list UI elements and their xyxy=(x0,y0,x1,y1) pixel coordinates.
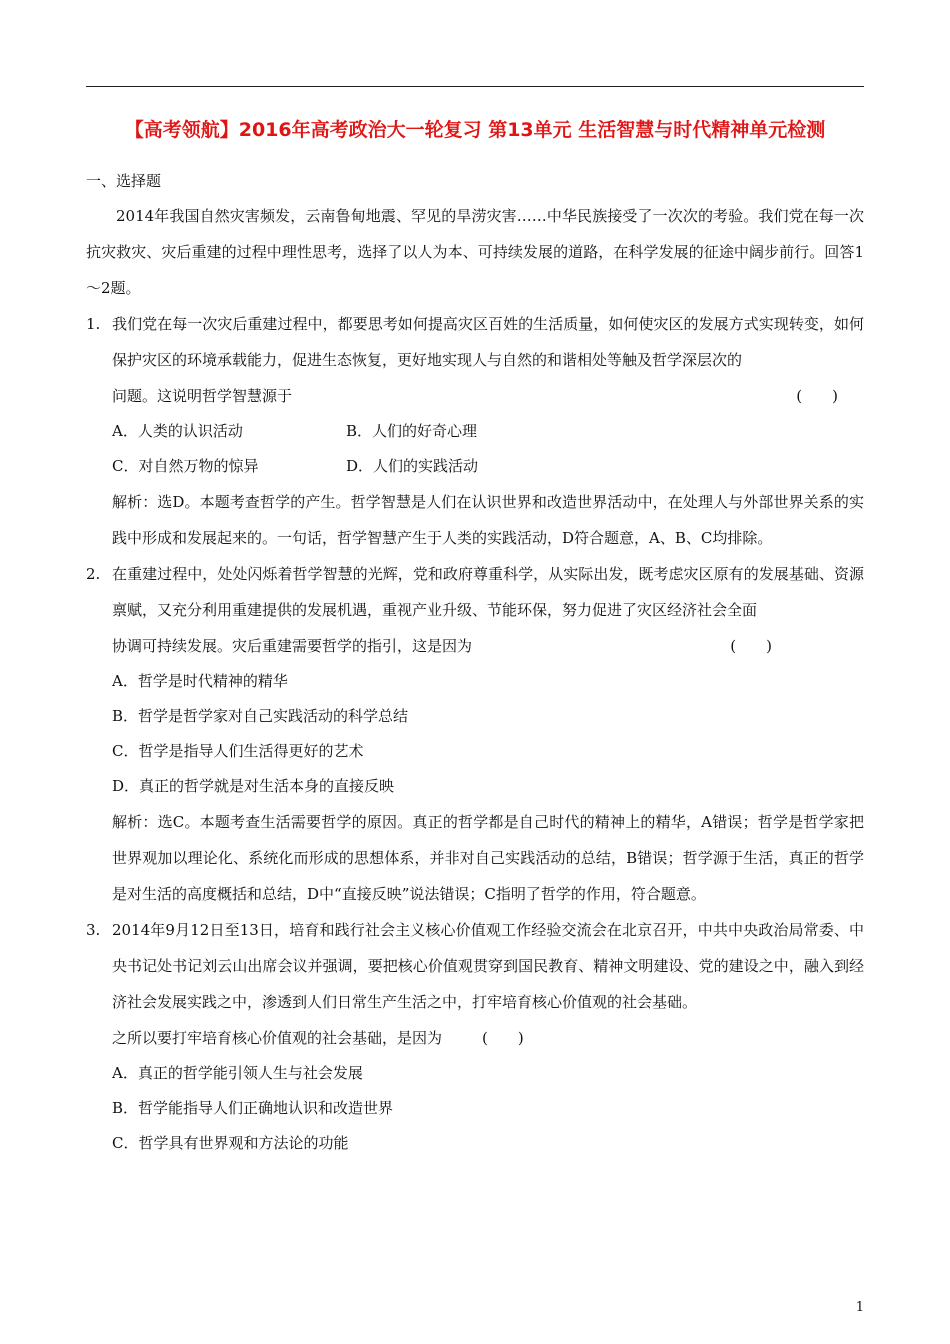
question-3-stem-end: 之所以要打牢培育核心价值观的社会基础，是因为 ( ) xyxy=(86,1020,864,1056)
option-a: A．真正的哲学能引领人生与社会发展 xyxy=(112,1064,363,1082)
option-b: B．哲学能指导人们正确地认识和改造世界 xyxy=(112,1099,394,1117)
option-b: B．人们的好奇心理 xyxy=(346,422,478,440)
option-a: A．哲学是时代精神的精华 xyxy=(112,672,288,690)
question-3-stem: 3. 2014年9月12日至13日，培育和践行社会主义核心价值观工作经验交流会在北京召开，中共中央政治局常委、中央书记处书记刘云山出席会议并强调，要把核心价值观贯穿到国民教育、精神文明建设、党的建设之中，融入到经济社会发展实践之中，渗透到人们日常生产生活之中，打牢培育核心价值观的社会基础。 xyxy=(86,912,864,1020)
answer-blank: ( ) xyxy=(796,387,838,405)
intro-paragraph: 2014年我国自然灾害频发，云南鲁甸地震、罕见的旱涝灾害……中华民族接受了一次次的考验。我们党在每一次抗灾救灾、灾后重建的过程中理性思考，选择了以人为本、可持续发展的道路，在科学发展的征途中阔步前行。回答1～2题。 xyxy=(86,207,864,297)
question-1-options-row-1 xyxy=(86,414,864,449)
option-c: C．哲学具有世界观和方法论的功能 xyxy=(112,1134,349,1152)
question-1-stem-end: 问题。这说明哲学智慧源于 ( ) xyxy=(86,378,864,414)
question-number: 2. xyxy=(86,565,101,583)
answer-blank: ( ) xyxy=(730,637,772,655)
option-d: D．人们的实践活动 xyxy=(346,457,479,475)
answer-blank: ( ) xyxy=(482,1029,524,1047)
section-heading: 一、选择题 xyxy=(86,172,162,190)
question-2-stem-end: 协调可持续发展。灾后重建需要哲学的指引，这是因为 ( ) xyxy=(86,628,864,664)
header-rule xyxy=(86,86,864,87)
option-c: C．哲学是指导人们生活得更好的艺术 xyxy=(112,742,364,760)
question-2-analysis: 解析：选C。本题考查生活需要哲学的原因。真正的哲学都是自己时代的精神上的精华，A错误；哲学是哲学家把世界观加以理论化、系统化而形成的思想体系，并非对自己实践活动的总结，B错误；哲学源于生活，真正的哲学是对生活的高度概括和总结，D中“直接反映”说法错误；C指明了哲学的作用，符合题意。 xyxy=(112,813,864,903)
document-body xyxy=(86,168,864,1161)
question-1-options-row-2 xyxy=(86,449,864,484)
option-b: B．哲学是哲学家对自己实践活动的科学总结 xyxy=(112,707,409,725)
page-number: 1 xyxy=(855,1300,864,1315)
document-title: 【高考领航】2016年高考政治大一轮复习 第13单元 生活智慧与时代精神单元检测 xyxy=(124,119,826,141)
question-1-stem: 1. 我们党在每一次灾后重建过程中，都要思考如何提高灾区百姓的生活质量，如何使灾区的发展方式实现转变，如何保护灾区的环境承载能力，促进生态恢复，更好地实现人与自然的和谐相处等触及哲学深层次的 xyxy=(86,306,864,378)
question-2-stem: 2. 在重建过程中，处处闪烁着哲学智慧的光辉，党和政府尊重科学，从实际出发，既考虑灾区原有的发展基础、资源禀赋，又充分利用重建提供的发展机遇，重视产业升级、节能环保，努力促进了灾区经济社会全面 xyxy=(86,556,864,628)
option-c: C．对自然万物的惊异 xyxy=(112,457,259,475)
option-d: D．真正的哲学就是对生活本身的直接反映 xyxy=(112,777,395,795)
question-number: 1. xyxy=(86,315,101,333)
option-a: A．人类的认识活动 xyxy=(112,422,243,440)
question-1-analysis: 解析：选D。本题考查哲学的产生。哲学智慧是人们在认识世界和改造世界活动中，在处理人与外部世界关系的实践中形成和发展起来的。一句话，哲学智慧产生于人类的实践活动，D符合题意，A、B、C均排除。 xyxy=(112,493,864,547)
question-number: 3. xyxy=(86,921,101,939)
